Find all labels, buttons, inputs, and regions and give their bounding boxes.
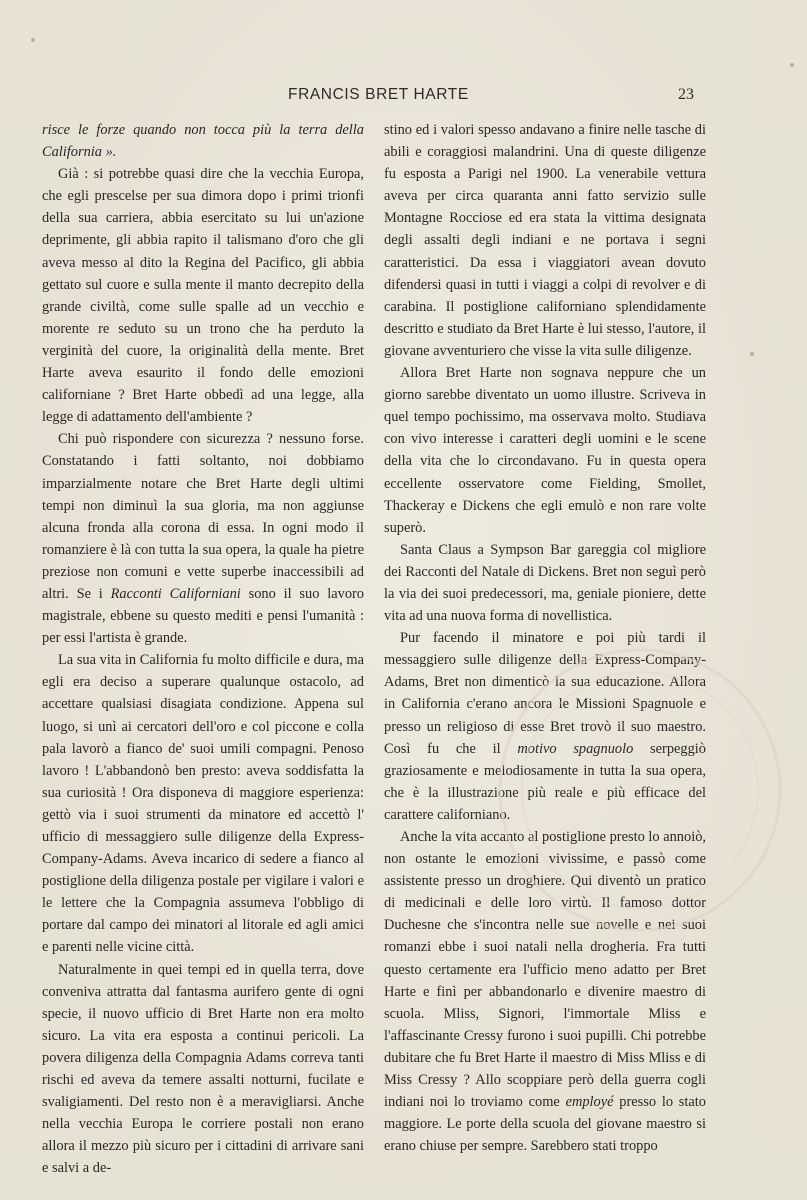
paragraph-text: serpeggiò graziosamente e melodiosamente in tutta la sua opera, che è la illustrazione più reale e più efficace del carattere californiano.: [384, 740, 706, 823]
paragraph-text: Pur facendo il minatore e poi più tardi il messaggiero sulle diligenze della Express-Company-Adams, Bret non dimenticò la sua educazione. Allora in California c'erano ancora le Missioni Spagnuole e presso un religioso di esse Bret trovò il suo maestro. Così fu che il: [384, 630, 706, 757]
paragraph-text: presso lo stato maggiore. Le porte della scuola del giovane maestro si erano chiuse per sempre. Sarebbero stati troppo: [384, 1094, 706, 1155]
paragraph: Allora Bret Harte non sognava neppure che un giorno sarebbe diventato un uomo illustre. Scriveva in quel tempo pochissimo, ma osservava molto. Studiava con vivo interesse i caratteri degli uomini e le scene della vita che lo circondavano. Fu in questa opera eccellente osservatore come Fielding, Smollet, Thackeray e Dickens che egli emulò e non rare volte superò.: [384, 365, 706, 536]
emphasis-employe: employé: [565, 1094, 614, 1111]
paragraph: Santa Claus a Sympson Bar gareggia col migliore dei Racconti del Natale di Dickens. Bret non seguì però la via dei suoi predecessori, ma, geniale pioniere, dette vita ad una nuova forma di novellistica.: [384, 541, 706, 625]
paragraph-text: Chi può rispondere con sicurezza ? nessuno forse. Constatando i fatti soltanto, noi dobbiamo imparzialmente notare che Bret Harte degli ultimi tempi non diminuì la sua gloria, ma non aggiunse alcuna fronda alla corona di essa. In ogni modo il romanziere è là con tutta la sua opera, la quale ha pietre preziose non comuni e vette superbe inaccessibili ad altri. Se i: [42, 431, 364, 602]
book-title-racconti-californiani: Racconti Californiani: [110, 585, 241, 602]
paragraph: [384, 826, 706, 1157]
paragraph: La sua vita in California fu molto difficile e dura, ma egli era deciso a superare qualunque ostacolo, ad accettare qualsiasi disagiata condizione. Appena sul luogo, si unì ai cercatori dell'oro e col piccone e colla pala lavorò a fianco de' suoi umili compagni. Penoso lavoro ! L'abbandonò ben presto: aveva soddisfatta la sua curiosità ! Ora disponeva di maggiore esperienza: gettò via i suoi strumenti da minatore ed accettò l' ufficio di messaggiero sulle diligenze della Express-Company-Adams. Aveva incarico di sedere a fianco al postiglione della diligenza postale per vigilare i valori e le lettere che la Compagnia assumeva l'obbligo di portare dal campo dei minatori al litorale ed agli amici e parenti nelle vicine città.: [42, 652, 364, 956]
left-column: [42, 119, 364, 1180]
paragraph-text: sono il suo lavoro magistrale, ebbene su questo mediti e pensi l'umanità : per essi l'artista è grande.: [42, 585, 365, 647]
paragraph: Naturalmente in quei tempi ed in quella terra, dove conveniva attratta dal fantasma aurifero gente di ogni specie, il nuovo ufficio di Bret Harte non era molto sicuro. La vita era esposta a continui pericoli. La povera diligenza della Compagnia Adams correva tanti rischi ed aveva da temere assalti notturni, fucilate e svaligiamenti. Del resto non è a meravigliarsi. Anche nella vecchia Europa le corriere postali non erano allora il mezzo più sicuro per i cittadini di arrivare sani e salvi a de-: [42, 961, 364, 1177]
page-number: 23: [678, 86, 694, 103]
running-title: FRANCIS BRET HARTE: [288, 86, 469, 103]
paper-speck: [750, 352, 754, 356]
paragraph-text: Anche la vita accanto al postiglione presto lo annoiò, non ostante le emozioni vivissime, e passò come assistente presso un droghiere. Qui diventò un pratico di medicinali e delle loro virtù. Il famoso dottor Duchesne che s'incontra nelle sue novelle e nei suoi romanzi ebbe i suoi natali nella drogheria. Fra tutti questo certamente era l'ufficio meno adatto per Bret Harte e finì per abbandonarlo e divenire maestro di scuola. Mliss, Signori, l'immortale Mliss e l'affascinante Cressy furono i suoi pupilli. Chi potrebbe dubitare che fu Bret Harte il maestro di Miss Mliss e di Miss Cressy ? Allo scoppiare però della guerra cogli indiani noi lo troviamo come: [384, 829, 706, 1111]
right-column: [384, 119, 706, 1157]
page-header: [0, 86, 807, 108]
emphasis-motivo-spagnuolo: motivo spagnuolo: [517, 740, 634, 757]
paper-speck: [790, 63, 794, 67]
paragraph: [42, 428, 364, 649]
paragraph-continuation: stino ed i valori spesso andavano a finire nelle tasche di abili e coraggiosi malandrini. Una di queste diligenze fu esposta a Parigi nel 1900. La venerabile vettura aveva per circa quaranta anni fatto servizio sulle Montagne Rocciose ed era stata la vittima designata degli assalti degli indiani e ne portava i segni caratteristici. Da essa i viaggiatori avean dovuto difendersi quasi in tutti i viaggi a colpi di revolver e di carabina. Il postiglione californiano splendidamente descritto e studiato da Bret Harte è lui stesso, l'autore, il giovane avventuriero che visse la vita sulle diligenze.: [384, 122, 706, 359]
paragraph: Già : si potrebbe quasi dire che la vecchia Europa, che egli prescelse per sua dimora dopo i primi trionfi della sua carriera, abbia esercitato su lui un'azione deprimente, gli abbia rapito il talismano d'oro che gli aveva messo al dito la Regina del Pacifico, gli abbia gettato sul cuore e sulla mente il manto decrepito della grande civiltà, come sulle spalle ad un vecchio e morente re seduto su un trono che ha perduto la verginità del cuore, la originalità della mente. Bret Harte aveva esaurito il fondo delle emozioni californiane ? Bret Harte obbedì ad una legge, alla legge di adattamento dell'ambiente ?: [42, 166, 364, 426]
paper-speck: [31, 38, 35, 42]
paragraph-continuation: risce le forze quando non tocca più la terra della California ».: [42, 122, 364, 161]
paragraph: [384, 627, 706, 826]
